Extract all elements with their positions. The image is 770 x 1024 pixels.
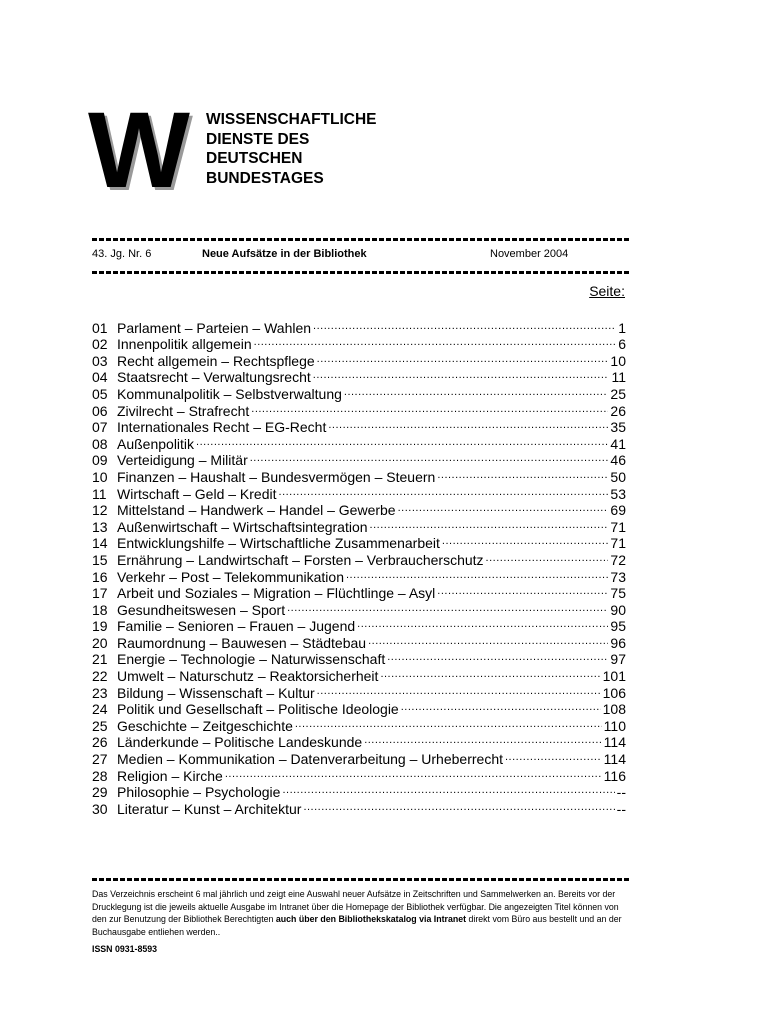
- toc-entry-label: Ernährung – Landwirtschaft – Forsten – Verbraucherschutz: [117, 551, 484, 568]
- toc-leader-dots: [401, 698, 601, 715]
- toc-entry-number: 27: [92, 751, 108, 768]
- toc-entry-page: 95: [610, 618, 626, 635]
- toc-entry-number: 15: [92, 551, 108, 568]
- toc-entry[interactable]: [92, 316, 626, 336]
- toc-entry-number: 07: [92, 419, 108, 436]
- toc-entry-page: 90: [610, 601, 626, 618]
- toc-entry-number: 30: [92, 800, 108, 817]
- toc-entry-number: 04: [92, 369, 108, 386]
- toc-entry-label: Umwelt – Naturschutz – Reaktorsicherheit: [117, 668, 379, 685]
- toc-leader-dots: [387, 648, 608, 665]
- toc-entry-page: 97: [610, 651, 626, 668]
- toc-leader-dots: [346, 565, 608, 582]
- toc-entry-label: Parlament – Parteien – Wahlen: [117, 319, 312, 336]
- toc-entry-number: 21: [92, 651, 108, 668]
- toc-leader-dots: [196, 432, 608, 449]
- toc-leader-dots: [282, 781, 614, 798]
- toc-entry-label: Recht allgemein – Rechtspflege: [117, 352, 315, 369]
- toc-entry-label: Religion – Kirche: [117, 767, 223, 784]
- institution-line: DIENSTE DES: [206, 130, 310, 148]
- toc-entry-label: Innenpolitik allgemein: [117, 336, 252, 353]
- toc-leader-dots: [442, 532, 609, 549]
- toc-entry-number: 01: [92, 319, 108, 336]
- toc-entry-number: 24: [92, 701, 108, 718]
- toc-entry-page: 35: [610, 419, 626, 436]
- issue-date: November 2004: [490, 248, 569, 260]
- toc-leader-dots: [437, 465, 608, 482]
- toc-leader-dots: [437, 582, 608, 599]
- publication-title: Neue Aufsätze in der Bibliothek: [202, 248, 367, 260]
- toc-entry-label: Entwicklungshilfe – Wirtschaftliche Zusammenarbeit: [117, 535, 440, 552]
- dashed-divider-middle: [92, 271, 630, 274]
- toc-entry-label: Verteidigung – Militär: [117, 452, 248, 469]
- toc-entry-page: 6: [618, 336, 626, 353]
- toc-entry-number: 16: [92, 568, 108, 585]
- toc-leader-dots: [279, 482, 609, 499]
- toc-leader-dots: [254, 333, 617, 350]
- toc-entry-label: Internationales Recht – EG-Recht: [117, 419, 327, 436]
- toc-leader-dots: [357, 615, 608, 632]
- toc-entry-page: 110: [603, 717, 626, 734]
- toc-entry-page: 73: [610, 568, 626, 585]
- footnote-text-end: direkt vom Büro aus bestellt und an der Buchausgabe entliehen werden..: [92, 914, 622, 937]
- toc-leader-dots: [368, 631, 608, 648]
- toc-entry-number: 23: [92, 684, 108, 701]
- toc-entry-page: 75: [610, 585, 626, 602]
- toc-entry-page: 41: [610, 435, 626, 452]
- toc-entry-number: 22: [92, 668, 108, 685]
- toc-entry-label: Verkehr – Post – Telekommunikation: [117, 568, 344, 585]
- toc-entry-page: 10: [610, 352, 626, 369]
- toc-entry-label: Bildung – Wissenschaft – Kultur: [117, 684, 315, 701]
- toc-leader-dots: [328, 416, 608, 433]
- toc-entry-page: 26: [610, 402, 626, 419]
- toc-entry-page: 71: [610, 518, 626, 535]
- toc-entry-number: 09: [92, 452, 108, 469]
- toc-entry-page: 96: [610, 634, 626, 651]
- toc-entry-page: 25: [610, 385, 626, 402]
- toc-entry-label: Familie – Senioren – Frauen – Jugend: [117, 618, 356, 635]
- toc-entry-number: 03: [92, 352, 108, 369]
- toc-leader-dots: [505, 747, 602, 764]
- toc-entry-label: Zivilrecht – Strafrecht: [117, 402, 250, 419]
- toc-entry-label: Staatsrecht – Verwaltungsrecht: [117, 369, 311, 386]
- toc-entry-number: 12: [92, 502, 108, 519]
- toc-entry-label: Außenwirtschaft – Wirtschaftsintegration: [117, 518, 368, 535]
- toc-entry-number: 20: [92, 634, 108, 651]
- institution-name: [206, 110, 377, 188]
- toc-entry-page: 69: [610, 502, 626, 519]
- toc-entry-label: Gesundheitswesen – Sport: [117, 601, 286, 618]
- toc-entry-label: Finanzen – Haushalt – Bundesvermögen – Steuern: [117, 468, 436, 485]
- toc-entry-page: 72: [610, 551, 626, 568]
- toc-entry-label: Medien – Kommunikation – Datenverarbeitung – Urheberrecht: [117, 751, 503, 768]
- toc-entry-label: Energie – Technologie – Naturwissenschaft: [117, 651, 386, 668]
- toc-entry-page: 114: [603, 734, 626, 751]
- toc-entry-number: 08: [92, 435, 108, 452]
- toc-entry-page: 1: [618, 319, 626, 336]
- toc-entry-label: Geschichte – Zeitgeschichte: [117, 717, 293, 734]
- toc-entry-number: 14: [92, 535, 108, 552]
- toc-entry-page: 108: [602, 701, 626, 718]
- toc-entry-page: 46: [610, 452, 626, 469]
- footnote: [92, 888, 630, 938]
- toc-entry-number: 18: [92, 601, 108, 618]
- toc-entry-number: 06: [92, 402, 108, 419]
- institution-line: BUNDESTAGES: [206, 169, 324, 187]
- toc-entry-number: 17: [92, 585, 108, 602]
- toc-leader-dots: [344, 382, 609, 399]
- toc-entry-number: 13: [92, 518, 108, 535]
- toc-leader-dots: [370, 515, 609, 532]
- toc-leader-dots: [380, 664, 600, 681]
- toc-entry-label: Mittelstand – Handwerk – Handel – Gewerbe: [117, 502, 396, 519]
- toc-entry-number: 26: [92, 734, 108, 751]
- toc-entry-number: 10: [92, 468, 108, 485]
- toc-entry-number: 19: [92, 618, 108, 635]
- toc-leader-dots: [250, 449, 609, 466]
- toc-entry-label: Kommunalpolitik – Selbstverwaltung: [117, 385, 342, 402]
- toc-entry-page: 116: [603, 767, 626, 784]
- toc-leader-dots: [317, 349, 609, 366]
- toc-entry-label: Arbeit und Soziales – Migration – Flüchtlinge – Asyl: [117, 585, 436, 602]
- page-column-label: Seite:: [589, 283, 625, 299]
- toc-entry-label: Wirtschaft – Geld – Kredit: [117, 485, 277, 502]
- toc-entry-page: 53: [610, 485, 626, 502]
- toc-entry-number: 29: [92, 784, 108, 801]
- issue-meta-row: [92, 248, 630, 262]
- toc-entry-label: Philosophie – Psychologie: [117, 784, 281, 801]
- toc-entry-number: 05: [92, 385, 108, 402]
- toc-entry-label: Außenpolitik: [117, 435, 195, 452]
- toc-leader-dots: [398, 499, 609, 516]
- toc-entry-page: 106: [602, 684, 626, 701]
- toc-entry-label: Länderkunde – Politische Landeskunde: [117, 734, 363, 751]
- issn-number: ISSN 0931-8593: [92, 944, 158, 954]
- toc-leader-dots: [317, 681, 601, 698]
- footnote-text: Das Verzeichnis erscheint 6 mal jährlich und zeigt eine Auswahl neuer Aufsätze in Zeitschriften und Sammelwerken an. Bereits vor der Drucklegung ist die jeweils aktuelle Ausgabe im Intranet über die Homepage der Bibliothek verfügbar. Die angezeigten Titel können von den zur Benutzung der Bibliothek Berechtigten: [92, 889, 619, 924]
- toc-leader-dots: [486, 548, 609, 565]
- wd-logo: W: [88, 89, 186, 210]
- toc-leader-dots: [313, 316, 616, 333]
- toc-entry-page: --: [616, 784, 626, 801]
- toc-entry-label: Literatur – Kunst – Architektur: [117, 800, 302, 817]
- toc-leader-dots: [364, 731, 601, 748]
- toc-entry-page: 11: [611, 369, 626, 386]
- institution-line: DEUTSCHEN: [206, 150, 303, 167]
- toc-entry-page: 50: [610, 468, 626, 485]
- toc-leader-dots: [287, 598, 608, 615]
- dashed-divider-top: [92, 238, 630, 241]
- toc-entry-page: 101: [602, 668, 626, 685]
- toc-leader-dots: [295, 714, 602, 731]
- toc-entry-label: Raumordnung – Bauwesen – Städtebau: [117, 634, 367, 651]
- toc-entry-page: 114: [603, 751, 626, 768]
- toc-leader-dots: [303, 797, 614, 814]
- toc-entry-number: 28: [92, 767, 108, 784]
- institution-line: WISSENSCHAFTLICHE: [206, 111, 377, 128]
- dashed-divider-bottom: [92, 878, 630, 881]
- toc-entry-number: 11: [92, 485, 107, 502]
- table-of-contents: [92, 316, 626, 817]
- toc-entry-page: 71: [610, 535, 626, 552]
- toc-entry-number: 25: [92, 717, 108, 734]
- toc-leader-dots: [251, 399, 608, 416]
- toc-leader-dots: [313, 366, 610, 383]
- toc-entry-number: 02: [92, 336, 108, 353]
- toc-entry-page: --: [616, 800, 626, 817]
- toc-entry-label: Politik und Gesellschaft – Politische Ideologie: [117, 701, 399, 718]
- footnote-bold-text: auch über den Bibliothekskatalog via Intranet: [275, 914, 467, 924]
- toc-leader-dots: [225, 764, 602, 781]
- issue-number: 43. Jg. Nr. 6: [92, 248, 152, 260]
